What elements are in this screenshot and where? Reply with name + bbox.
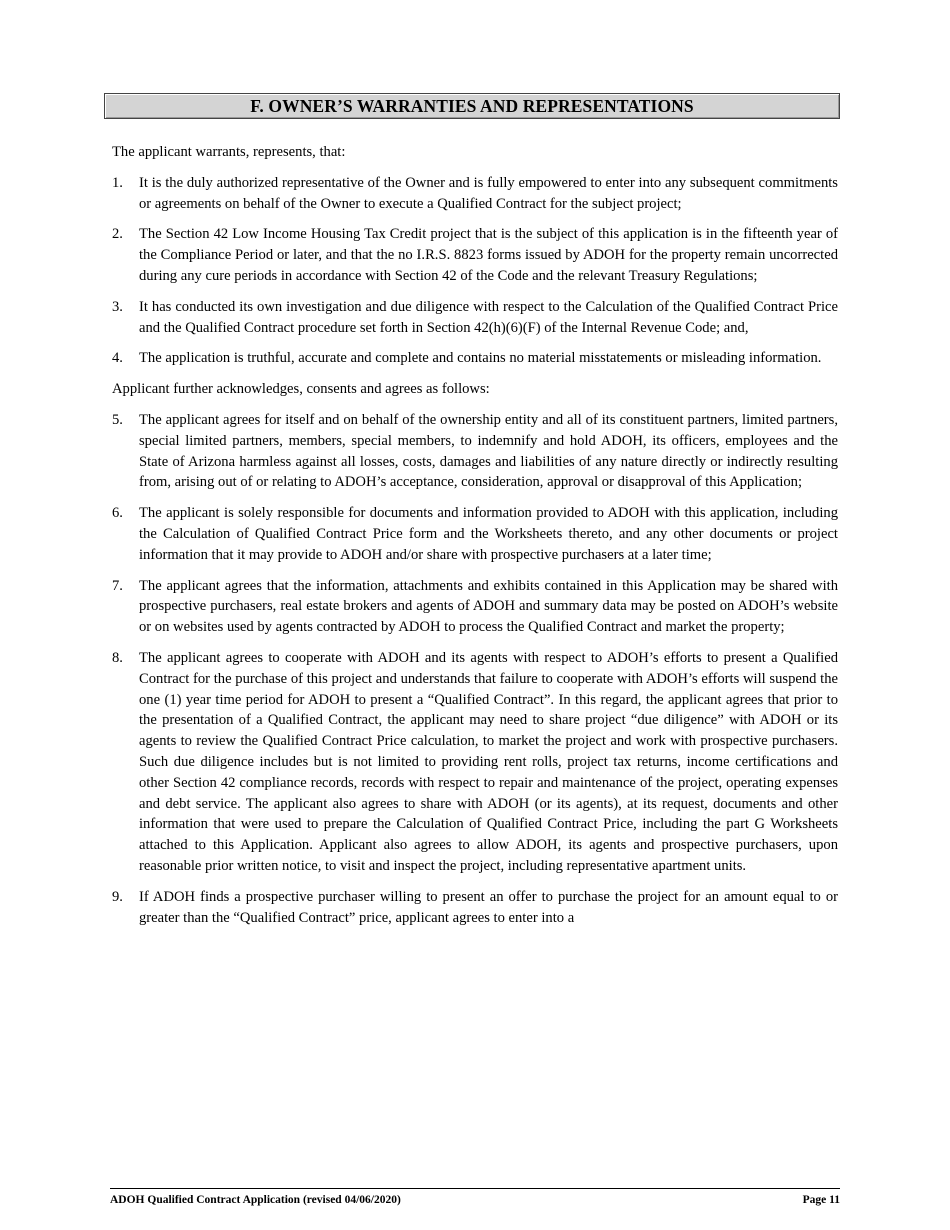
item-text: The applicant agrees to cooperate with ADOH and its agents with respect to ADOH’s efforts to present a Qualified Contract for the purchase of this project and understands that failure to cooperate with ADOH’s efforts will suspend the one (1) year time period for ADOH to present a “Qualified Contract”. In this regard, the applicant agrees that prior to the presentation of a Qualified Contract, the applicant may need to share project “due diligence” with ADOH or its agents to review the Qualified Contract Price calculation, to market the project and work with prospective purchasers. Such due diligence includes but is not limited to providing rent rolls, project tax returns, income certifications and other Section 42 compliance records, records with respect to repair and maintenance of the project, operating expenses and debt service. The applicant also agrees to share with ADOH (or its agents), at its request, documents and other information that were used to prepare the Calculation of Qualified Contract Price, including the part G Worksheets attached to this Application. Applicant also agrees to allow ADOH, its agents and prospective purchasers, upon reasonable prior written notice, to visit and inspect the project, including representative apartment units. bbox=[139, 649, 838, 874]
acknowledgement-item bbox=[112, 887, 838, 929]
acknowledgements-intro: Applicant further acknowledges, consents and agrees as follows: bbox=[112, 381, 490, 398]
item-number: 9. bbox=[112, 888, 123, 905]
warranty-item bbox=[112, 224, 838, 286]
acknowledgement-item bbox=[112, 503, 838, 565]
document-body bbox=[112, 142, 838, 938]
warranties-intro: The applicant warrants, represents, that: bbox=[112, 144, 346, 160]
item-number: 4. bbox=[112, 350, 123, 367]
item-number: 8. bbox=[112, 649, 123, 666]
item-text: If ADOH finds a prospective purchaser willing to present an offer to purchase the project for an amount equal to or greater than the “Qualified Contract” price, applicant agrees to enter into a bbox=[139, 888, 838, 926]
acknowledgement-item bbox=[112, 648, 838, 877]
item-text: The applicant is solely responsible for documents and information provided to ADOH with this application, including the Calculation of Qualified Contract Price form and the Worksheets thereto, and any other documents or project information that it may provide to ADOH and/or share with prospective purchasers at a later time; bbox=[139, 505, 838, 563]
item-number: 6. bbox=[112, 505, 123, 522]
item-number: 5. bbox=[112, 411, 123, 428]
section-heading: F. OWNER’S WARRANTIES AND REPRESENTATIONS bbox=[104, 93, 840, 119]
acknowledgement-item bbox=[112, 410, 838, 493]
warranties-list bbox=[112, 173, 838, 369]
item-text: The applicant agrees for itself and on behalf of the ownership entity and all of its constituent partners, limited partners, special limited partners, members, special members, to indemnify and hold ADOH, its officers, employees and the State of Arizona harmless against all losses, costs, damages and liabilities of any nature directly or indirectly resulting from, arising out of or relating to ADOH’s acceptance, consideration, approval or disapproval of this Application; bbox=[139, 411, 838, 491]
item-text: The application is truthful, accurate and complete and contains no material misstatements or misleading information. bbox=[139, 350, 822, 367]
item-number: 2. bbox=[112, 226, 123, 243]
warranty-item bbox=[112, 297, 838, 339]
item-text: It has conducted its own investigation and due diligence with respect to the Calculation of the Qualified Contract Price and the Qualified Contract procedure set forth in Section 42(h)(6)(F) of the Internal Revenue Code; and, bbox=[139, 298, 838, 336]
acknowledgement-item bbox=[112, 576, 838, 638]
item-text: It is the duly authorized representative of the Owner and is fully empowered to enter into any subsequent commitments or agreements on behalf of the Owner to execute a Qualified Contract for the subject project; bbox=[139, 174, 838, 212]
page-footer bbox=[110, 1188, 840, 1206]
footer-document-title: ADOH Qualified Contract Application (revised 04/06/2020) bbox=[110, 1194, 401, 1206]
acknowledgements-list bbox=[112, 410, 838, 928]
item-number: 7. bbox=[112, 577, 123, 594]
item-number: 1. bbox=[112, 174, 123, 191]
item-number: 3. bbox=[112, 298, 123, 315]
footer-page-number: Page 11 bbox=[802, 1194, 840, 1206]
item-text: The Section 42 Low Income Housing Tax Credit project that is the subject of this application is in the fifteenth year of the Compliance Period or later, and that the no I.R.S. 8823 forms issued by ADOH for the property remain uncorrected during any cure periods in accordance with Section 42 of the Code and the relevant Treasury Regulations; bbox=[139, 226, 838, 284]
item-text: The applicant agrees that the information, attachments and exhibits contained in this Application may be shared with prospective purchasers, real estate brokers and agents of ADOH and summary data may be posted on ADOH’s website or on websites used by agents contracted by ADOH to process the Qualified Contract and market the property; bbox=[139, 577, 838, 636]
warranty-item bbox=[112, 173, 838, 215]
warranty-item bbox=[112, 348, 838, 369]
